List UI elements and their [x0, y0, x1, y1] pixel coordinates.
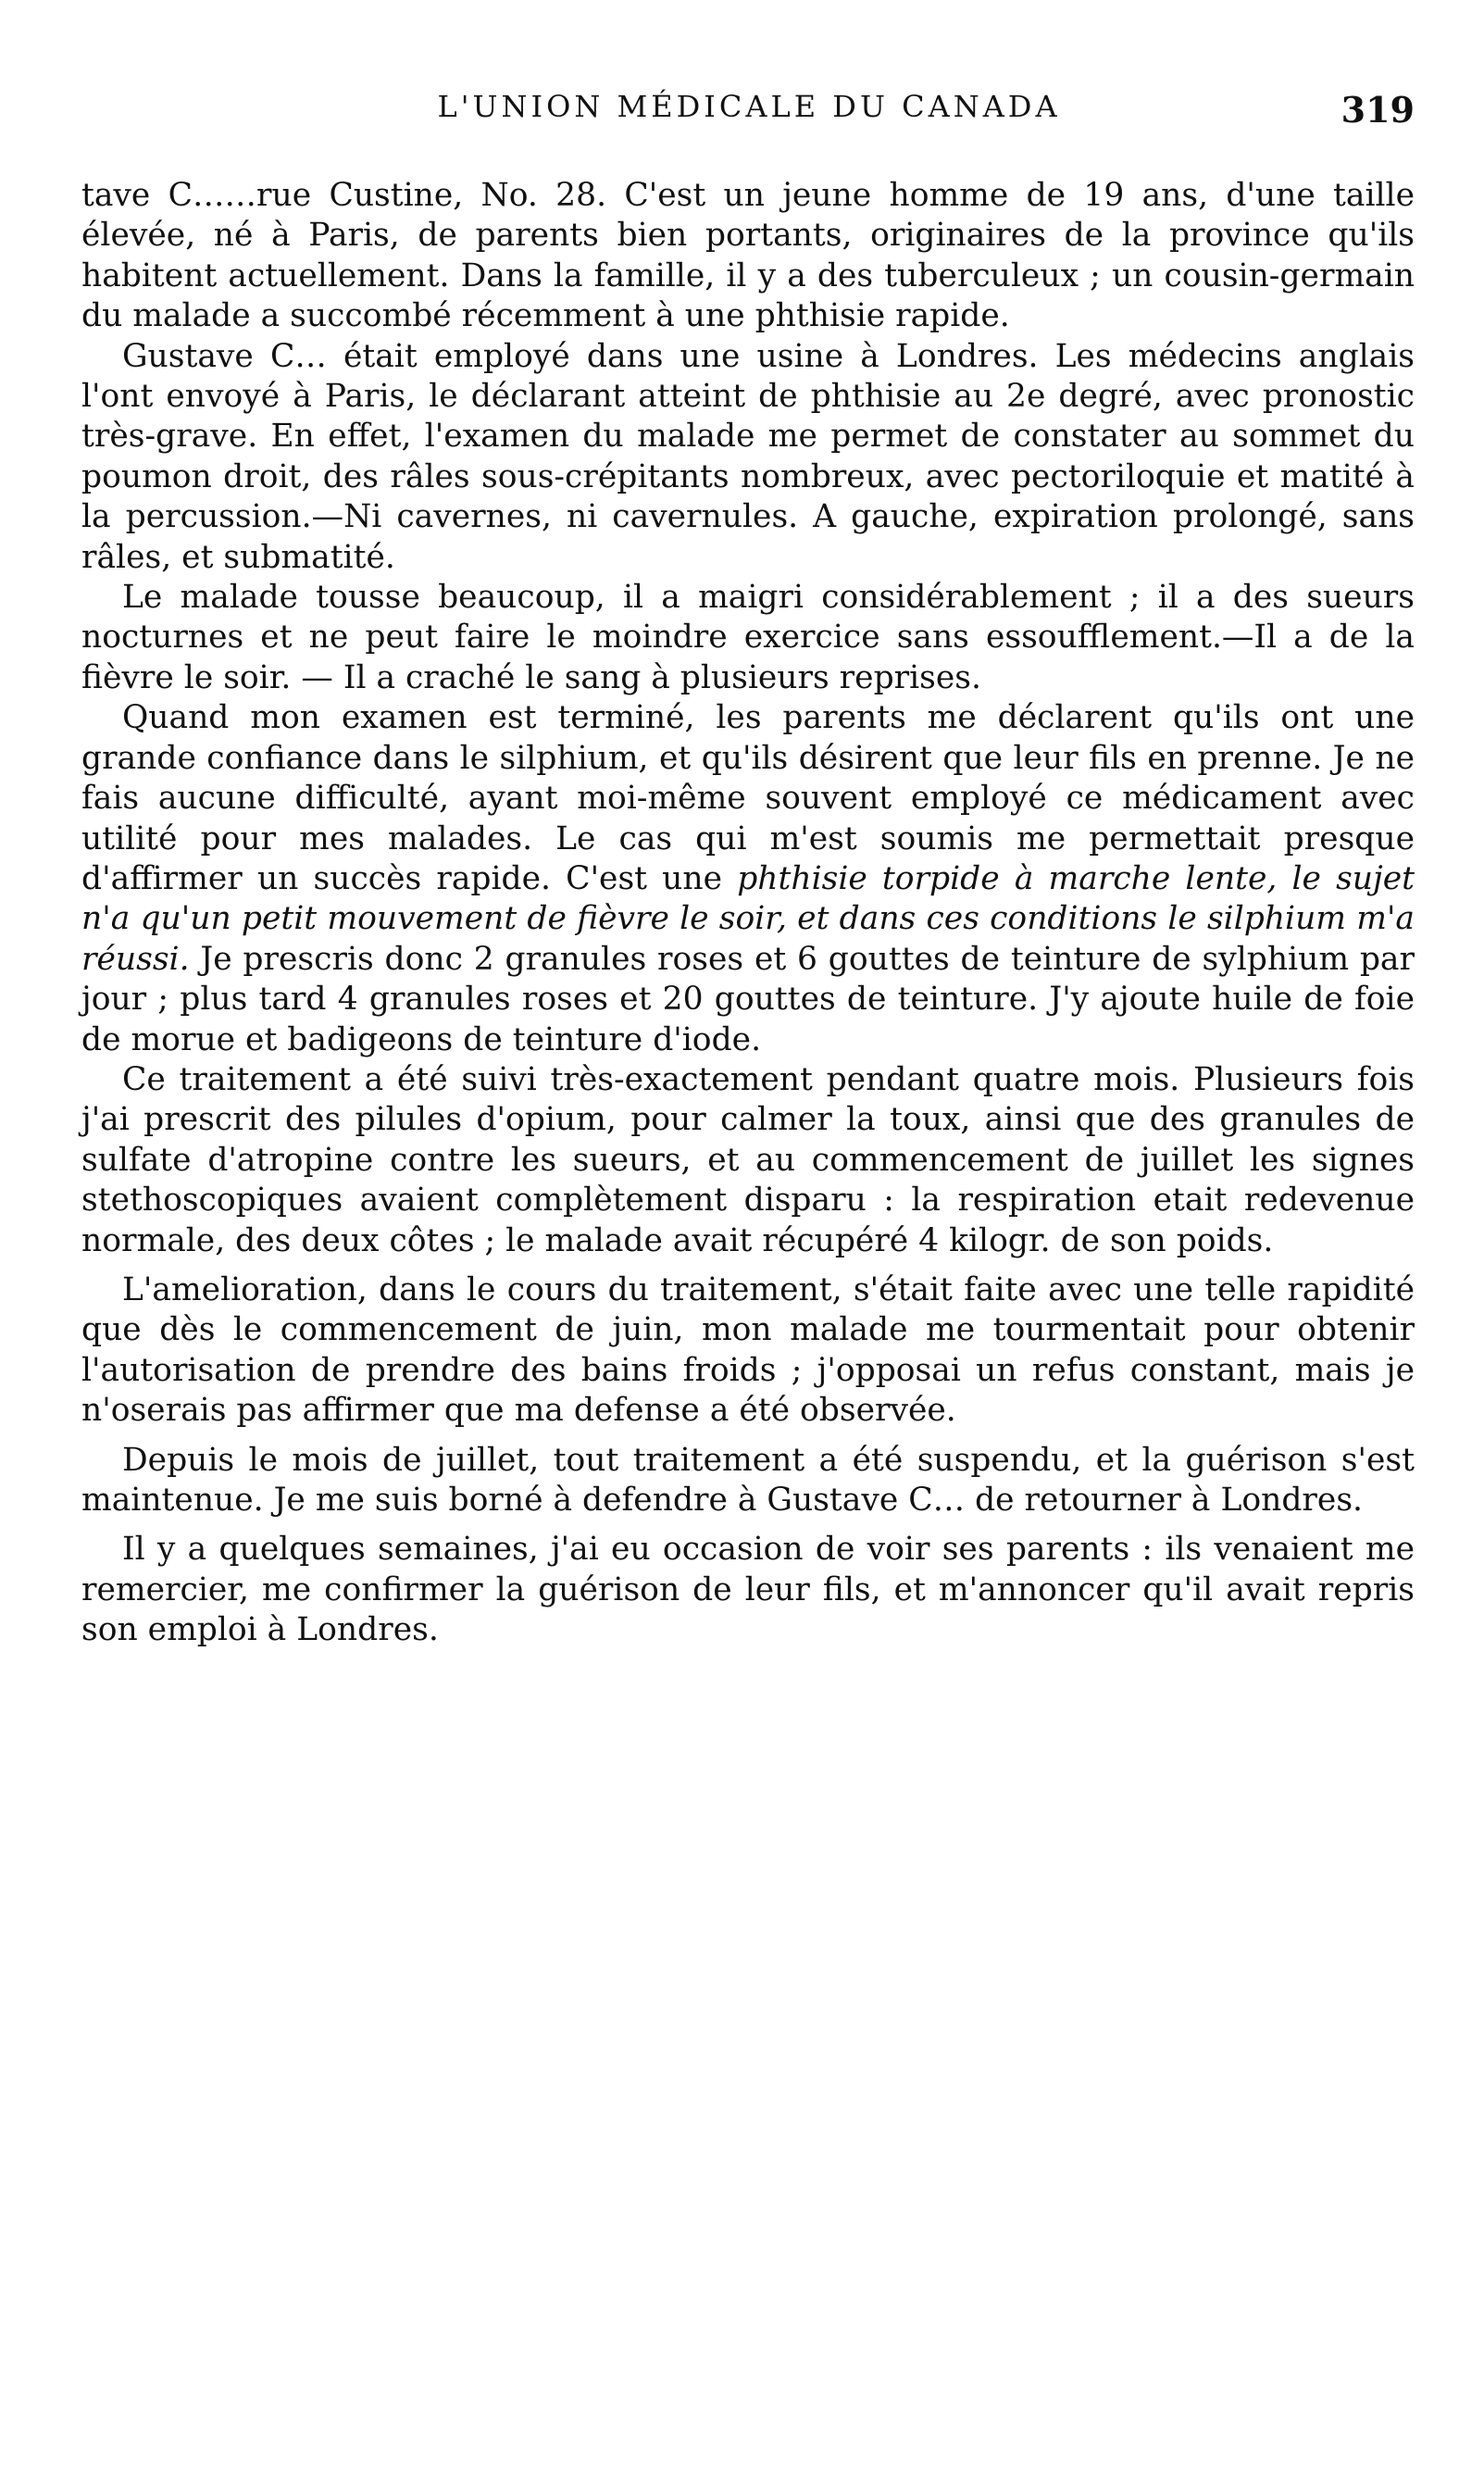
- prescription-text-start: Quand mon examen est terminé, les parents me déclarent qu'ils ont une grande confiance dans le silphium, et qu'ils désirent que leur fils en prenne. Je ne fais aucune difficulté, ayant moi-même souvent employé ce médicament avec utilité pour mes malades. Le cas qui m'est soumis me permettait presque d'affirmer un succès rapide. C'est une: [81, 699, 1415, 897]
- paragraph-diagnosis: Gustave C… était employé dans une usine à Londres. Les médecins anglais l'ont envoyé à Paris, le déclarant atteint de phthisie au 2e degré, avec pronostic très-grave. En effet, l'examen du malade me permet de constater au sommet du poumon droit, des râles sous-crépitants nombreux, avec pectoriloquie et matité à la percussion.—Ni cavernes, ni cavernules. A gauche, expiration prolongé, sans râles, et submatité.: [81, 337, 1415, 576]
- paragraph-prescription: [81, 698, 1415, 1060]
- paragraph-recovery: Depuis le mois de juillet, tout traitement a été suspendu, et la guérison s'est maintenue. Je me suis borné à defendre à Gustave C… de retourner à Londres.: [81, 1441, 1415, 1519]
- page-number: 319: [1341, 89, 1415, 131]
- paragraph-treatment: Ce traitement a été suivi très-exactement pendant quatre mois. Plusieurs fois j'ai prescrit des pilules d'opium, pour calmer la toux, ainsi que des granules de sulfate d'atropine contre les sueurs, et au commencement de juillet les signes stethoscopiques avaient complètement disparu : la respiration etait redevenue normale, des deux côtes ; le malade avait récupéré 4 kilogr. de son poids.: [81, 1060, 1415, 1259]
- paragraph-conclusion: Il y a quelques semaines, j'ai eu occasion de voir ses parents : ils venaient me remercier, me confirmer la guérison de leur fils, et m'annoncer qu'il avait repris son emploi à Londres.: [81, 1531, 1415, 1649]
- running-head: [83, 89, 1415, 144]
- paragraph-symptoms: Le malade tousse beaucoup, il a maigri considérablement ; il a des sueurs nocturnes et ne peut faire le moindre exercice sans essoufflement.—Il a de la fièvre le soir. — Il a craché le sang à plusieurs reprises.: [81, 579, 1415, 696]
- paragraph-patient-background: tave C……rue Custine, No. 28. C'est un jeune homme de 19 ans, d'une taille élevée, né à Paris, de parents bien portants, originaires de la province qu'ils habitent actuellement. Dans la famille, il y a des tuberculeux ; un cousin-germain du malade a succombé récemment à une phthisie rapide.: [81, 177, 1415, 335]
- paragraph-improvement: L'amelioration, dans le cours du traitement, s'était faite avec une telle rapidité que dès le commencement de juin, mon malade me tourmentait pour obtenir l'autorisation de prendre des bains froids ; j'opposai un refus constant, mais je n'oserais pas affirmer que ma defense a été observée.: [81, 1270, 1415, 1430]
- journal-running-title: L'UNION MÉDICALE DU CANADA: [437, 89, 1061, 124]
- prescription-text-end: Je prescris donc 2 granules roses et 6 gouttes de teinture de sylphium par jour ; plus tard 4 granules roses et 20 gouttes de teinture. J'y ajoute huile de foie de morue et badigeons de teinture d'iode.: [81, 940, 1415, 1058]
- prescription-italic-text: phthisie torpide à marche lente, le sujet n'a qu'un petit mouvement de fièvre le soir, et dans ces conditions le silphium m'a réussi.: [81, 859, 1415, 978]
- article-body: [81, 176, 1415, 1651]
